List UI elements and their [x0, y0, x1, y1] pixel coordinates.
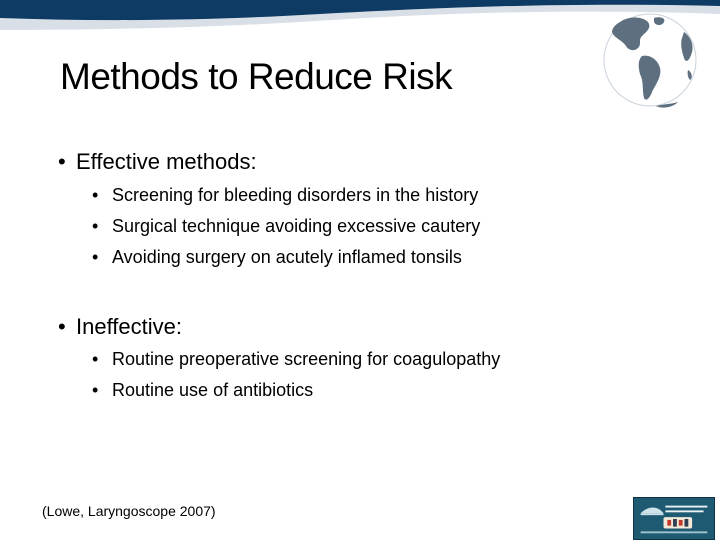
list-item: [92, 380, 313, 401]
list-item: [92, 247, 462, 268]
list-item-text: Screening for bleeding disorders in the history: [112, 185, 479, 205]
list-item-text: Routine use of antibiotics: [112, 380, 314, 400]
list-item: [92, 185, 478, 206]
list-item-text: Surgical technique avoiding excessive cautery: [112, 216, 481, 236]
globe-icon: [598, 10, 702, 110]
bullet-icon: •: [92, 216, 99, 236]
section-heading-text: Ineffective:: [76, 314, 182, 339]
list-item: [92, 216, 480, 237]
section-heading-effective: [58, 149, 257, 175]
bullet-icon: •: [92, 380, 99, 400]
bullet-icon: •: [92, 247, 99, 267]
bullet-icon: •: [58, 314, 66, 339]
list-item-text: Routine preoperative screening for coagulopathy: [112, 349, 501, 369]
list-item-text: Avoiding surgery on acutely inflamed tonsils: [112, 247, 462, 267]
bullet-icon: •: [92, 185, 99, 205]
citation: (Lowe, Laryngoscope 2007): [42, 503, 216, 519]
bullet-icon: •: [58, 149, 66, 174]
section-heading-ineffective: [58, 314, 182, 340]
list-item: [92, 349, 500, 370]
society-logo: [633, 497, 715, 540]
section-heading-text: Effective methods:: [76, 149, 257, 174]
bullet-icon: •: [92, 349, 99, 369]
slide-title: Methods to Reduce Risk: [60, 56, 453, 97]
